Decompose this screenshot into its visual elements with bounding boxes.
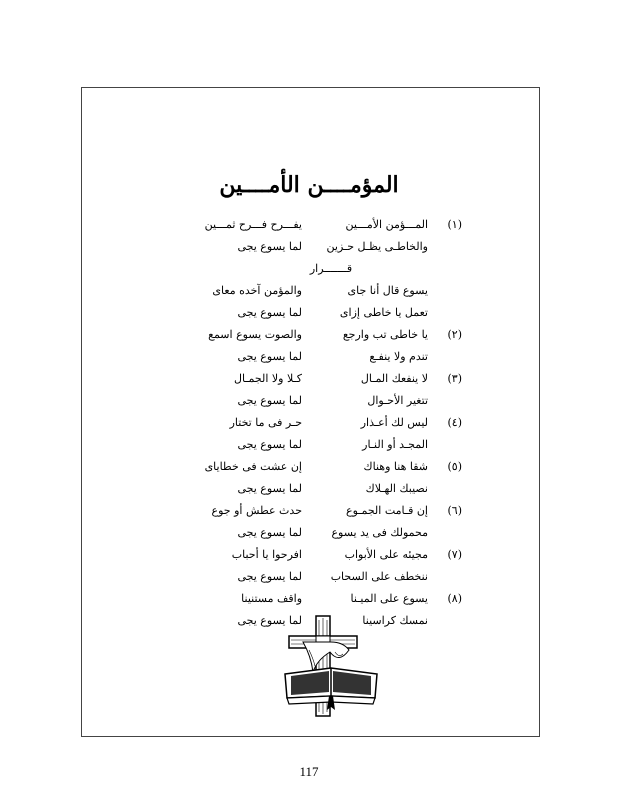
- hymn-title: المؤمــــن الأمــــين: [219, 172, 399, 198]
- hymn-verses: [200, 214, 462, 632]
- verse-number: [428, 566, 462, 588]
- verse-left-text: يفـــرح فـــرح ثمـــين: [204, 218, 302, 231]
- cross-and-bible-illustration: [283, 612, 379, 722]
- verse-left-text: لما يسوع يجى: [237, 570, 302, 583]
- verse-line: [200, 478, 462, 500]
- verse-line: [200, 434, 462, 456]
- verse-line: [200, 324, 462, 346]
- verse-number: [428, 522, 462, 544]
- verse-line: [200, 412, 462, 434]
- verse-left-text: والصوت يسوع اسمع: [208, 328, 302, 341]
- verse-line: [200, 302, 462, 324]
- verse-right-text: تعمل يا خاطى إزاى: [339, 306, 428, 319]
- verse-number: (٣): [447, 372, 462, 385]
- verse-number: [428, 610, 462, 632]
- verse-number: [428, 346, 462, 368]
- verse-right-text: يسوع قال أنا جاى: [347, 284, 428, 297]
- verse-right-text: ليس لك أعـذار: [360, 416, 428, 429]
- chorus-label: قـــــــرار: [309, 262, 353, 275]
- verse-line: [200, 500, 462, 522]
- verse-left-text: إن عشت فى خطاياى: [204, 460, 302, 473]
- verse-left-text: والمؤمن آخده معاى: [212, 284, 302, 297]
- verse-left-text: لما يسوع يجى: [237, 240, 302, 253]
- verse-line: [200, 566, 462, 588]
- verse-number: [428, 478, 462, 500]
- verse-right-text: ننخطف على السحاب: [330, 570, 428, 583]
- verse-right-text: تتغير الأحـوال: [367, 394, 428, 407]
- verse-number: [428, 434, 462, 456]
- verse-line: [200, 544, 462, 566]
- verse-right-text: إن قـامت الجمـوع: [346, 504, 428, 517]
- verse-number: (٦): [447, 504, 462, 517]
- verse-right-text: شقا هنا وهناك: [363, 460, 428, 473]
- verse-left-text: لما يسوع يجى: [237, 614, 302, 627]
- page-number: 117: [299, 764, 319, 779]
- cross-bible-icon: [283, 612, 379, 718]
- verse-number: (٧): [447, 548, 462, 561]
- verse-right-text: المـــؤمن الأمـــين: [345, 218, 428, 231]
- verse-line: [200, 588, 462, 610]
- verse-right-text: لا ينفعك المـال: [360, 372, 428, 385]
- verse-number: [428, 390, 462, 412]
- verse-line: [200, 346, 462, 368]
- verse-left-text: لما يسوع يجى: [237, 526, 302, 539]
- verse-left-text: افرحوا يا أحباب: [231, 548, 302, 561]
- verse-right-text: المجـد أو النـار: [362, 438, 428, 451]
- verse-number: [428, 302, 462, 324]
- verse-right-text: نمسك كراسينا: [362, 614, 428, 627]
- verse-number: (٥): [447, 460, 462, 473]
- verse-line: [200, 390, 462, 412]
- verse-line: [200, 236, 462, 258]
- verse-left-text: لما يسوع يجى: [237, 350, 302, 363]
- verse-line: [200, 368, 462, 390]
- verse-number: (٤): [447, 416, 462, 429]
- verse-right-text: محمولك فى يد يسوع: [331, 526, 428, 539]
- verse-right-text: مجيئه على الأبواب: [344, 548, 428, 561]
- verse-left-text: حـر فى ما تختار: [229, 416, 302, 429]
- verse-line: [200, 522, 462, 544]
- verse-left-text: كـلا ولا الجمـال: [233, 372, 302, 385]
- verse-left-text: واقف مستنينا: [241, 592, 302, 605]
- verse-right-text: نصيبك الهـلاك: [365, 482, 428, 495]
- verse-line: [200, 214, 462, 236]
- verse-left-text: لما يسوع يجى: [237, 306, 302, 319]
- verse-left-text: لما يسوع يجى: [237, 482, 302, 495]
- verse-number: (٢): [447, 328, 462, 341]
- verse-left-text: لما يسوع يجى: [237, 438, 302, 451]
- verse-number: (٨): [447, 592, 462, 605]
- verse-right-text: تندم ولا ينفـع: [369, 350, 428, 363]
- verse-right-text: يا خاطى تب وارجع: [342, 328, 428, 341]
- verse-left-text: لما يسوع يجى: [237, 394, 302, 407]
- verse-left-text: حدث عطش أو جوع: [211, 504, 302, 517]
- verse-number: (١): [447, 218, 462, 231]
- verse-line: [200, 456, 462, 478]
- verse-right-text: يسوع على الميـنا: [350, 592, 428, 605]
- verse-number: [428, 236, 462, 258]
- verse-right-text: والخاطـى يظـل حـزين: [326, 240, 428, 253]
- verse-line: [200, 280, 462, 302]
- verse-number: [428, 280, 462, 302]
